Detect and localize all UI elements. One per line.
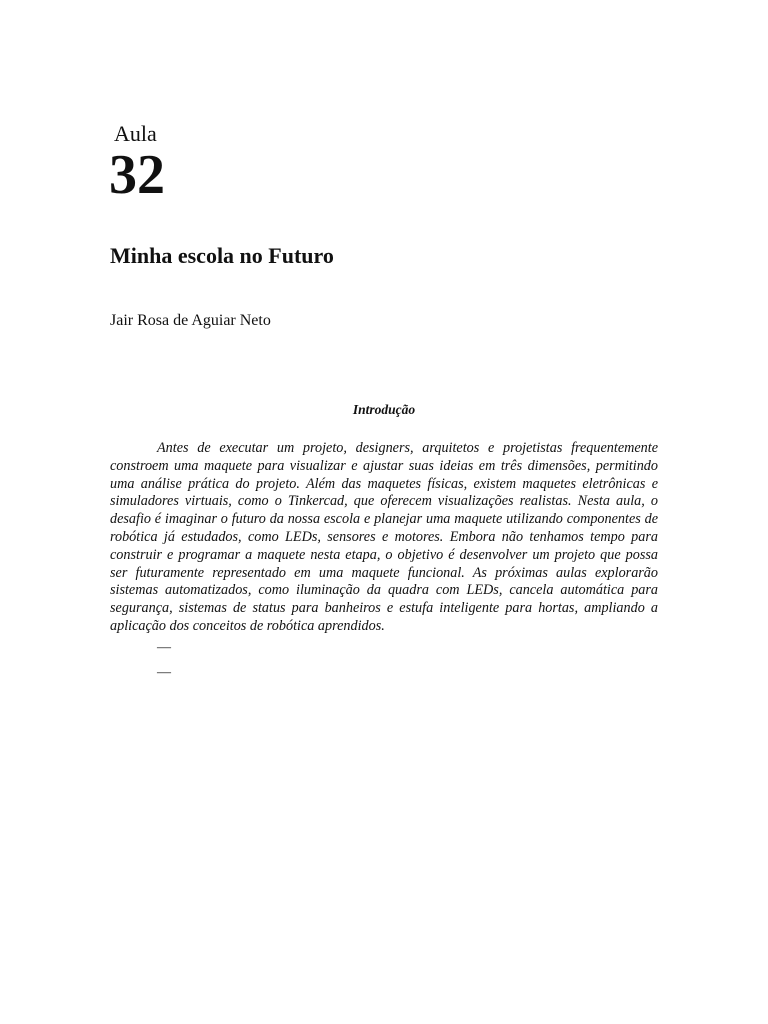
chapter-label: Aula xyxy=(114,121,157,146)
list-item-dash: — xyxy=(157,665,171,680)
list-item-dash: — xyxy=(157,640,171,655)
chapter-title: Minha escola no Futuro xyxy=(110,243,334,268)
section-heading-introduction: Introdução xyxy=(352,402,416,417)
chapter-number: 32 xyxy=(109,144,165,206)
author-name: Jair Rosa de Aguiar Neto xyxy=(110,312,271,329)
introduction-paragraph: Antes de executar um projeto, designers, arquitetos e projetistas frequentemente constroem uma maquete para visualizar e ajustar suas ideias em três dimensões, permitindo uma análise prática do projeto. Além das maquetes físicas, existem maquetes eletrônicas e simuladores virtuais, como o Tinkercad, que oferecem visualizações realistas. Nesta aula, o desafio é imaginar o futuro da nossa escola e planejar uma maquete utilizando componentes de robótica já estudados, como LEDs, sensores e motores. Embora não tenhamos tempo para construir e programar a maquete nesta etapa, o objetivo é desenvolver um projeto que possa ser futuramente representado em uma maquete funcional. As próximas aulas explorarão sistemas automatizados, como iluminação da quadra com LEDs, cancela automática para segurança, sistemas de status para banheiros e estufa inteligente para hortas, ampliando a aplicação dos conceitos de robótica aprendidos. xyxy=(110,440,658,634)
